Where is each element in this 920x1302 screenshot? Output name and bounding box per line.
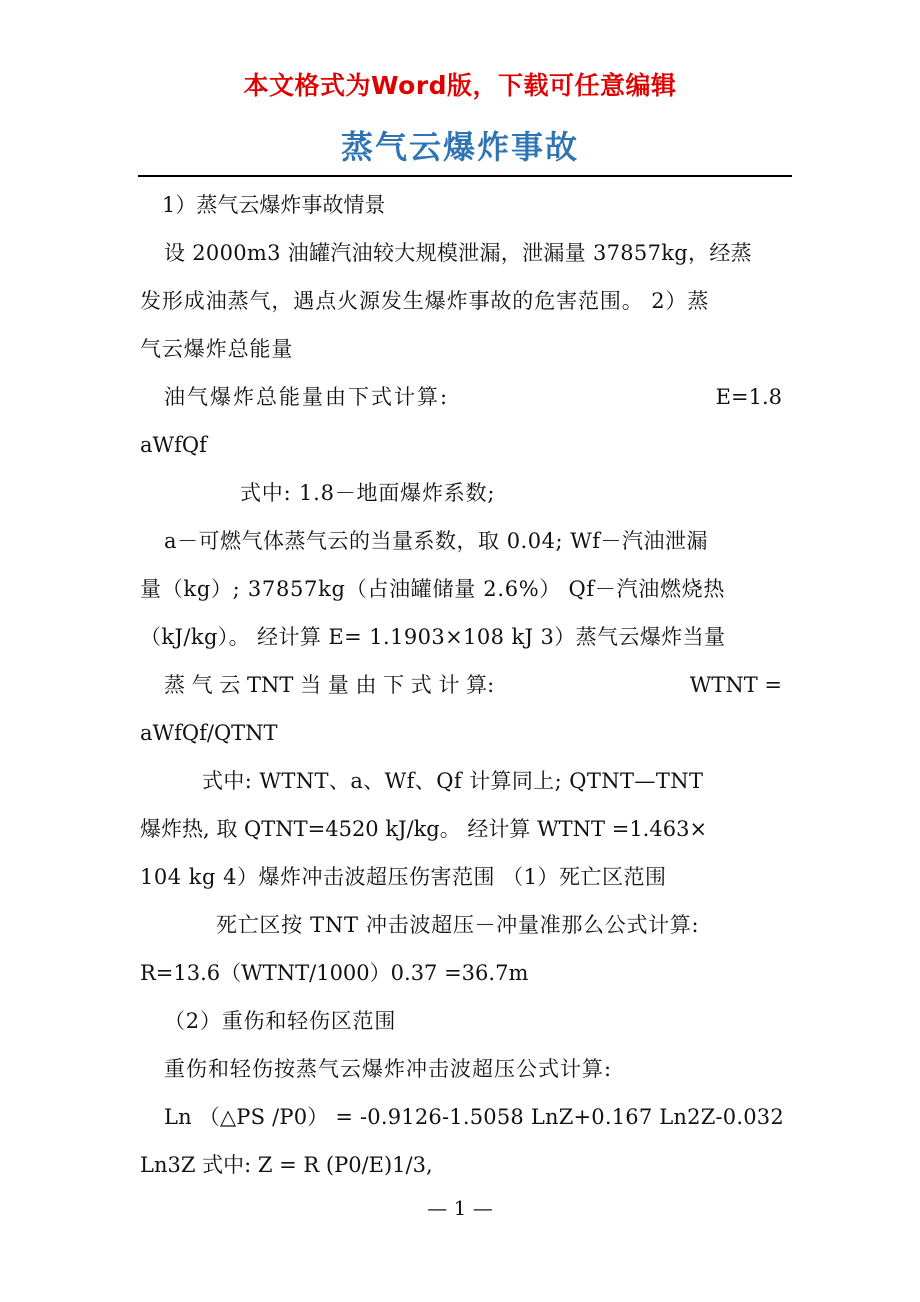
- formula-intro-line: [140, 670, 782, 700]
- formula-energy: E=1.8: [715, 385, 782, 409]
- page-title: 蒸气云爆炸事故: [340, 128, 579, 166]
- word-format-banner: 本文格式为Word版，下载可任意编辑: [243, 71, 677, 100]
- paragraph-line: a－可燃气体蒸气云的当量系数，取 0.04; Wf－汽油泄漏: [164, 529, 709, 553]
- formula-continuation: Ln3Z 式中: Z = R (P0/E)1/3,: [140, 1153, 433, 1177]
- paragraph-line: 发形成油蒸气，遇点火源发生爆炸事故的危害范围。 2）蒸: [140, 289, 710, 313]
- paragraph-line: 重伤和轻伤按蒸气云爆炸冲击波超压公式计算:: [164, 1057, 613, 1081]
- paragraph-line: （kJ/kg）。 经计算 E= 1.1903×108 kJ 3）蒸气云爆炸当量: [140, 625, 726, 649]
- formula-intro-text: 蒸 气 云 TNT 当 量 由 下 式 计 算:: [164, 673, 495, 697]
- paragraph-line: 气云爆炸总能量: [140, 337, 294, 361]
- paragraph-line: 死亡区按 TNT 冲击波超压－冲量准那么公式计算:: [216, 913, 700, 937]
- formula-continuation: aWfQf/QTNT: [140, 721, 278, 745]
- formula-tnt: WTNT =: [689, 673, 782, 697]
- formula-death-radius: R=13.6（WTNT/1000）0.37 =36.7m: [140, 961, 529, 985]
- paragraph-line: 式中: WTNT、a、Wf、Qf 计算同上; QTNT—TNT: [202, 769, 704, 793]
- section-heading-1: 1）蒸气云爆炸事故情景: [162, 193, 386, 217]
- paragraph-line: 爆炸热, 取 QTNT=4520 kJ/kg。 经计算 WTNT =1.463×: [140, 817, 708, 841]
- page-number: — 1 —: [427, 1196, 493, 1220]
- paragraph-line: 式中: 1.8－地面爆炸系数;: [240, 481, 496, 505]
- formula-overpressure: Ln （△PS /P0） = -0.9126-1.5058 LnZ+0.167 Ln2Z-0.032: [164, 1105, 784, 1129]
- formula-intro-line: [140, 382, 782, 412]
- paragraph-line: 设 2000m3 油罐汽油较大规模泄漏，泄漏量 37857kg，经蒸: [164, 241, 752, 265]
- formula-intro-text: 油气爆炸总能量由下式计算:: [164, 385, 450, 409]
- formula-continuation: aWfQf: [140, 433, 207, 457]
- paragraph-line: 104 kg 4）爆炸冲击波超压伤害范围 （1）死亡区范围: [140, 865, 667, 889]
- title-divider: [138, 175, 792, 177]
- paragraph-line: 量（kg）; 37857kg（占油罐储量 2.6%） Qf－汽油燃烧热: [140, 577, 726, 601]
- section-heading-2: （2）重伤和轻伤区范围: [164, 1009, 397, 1033]
